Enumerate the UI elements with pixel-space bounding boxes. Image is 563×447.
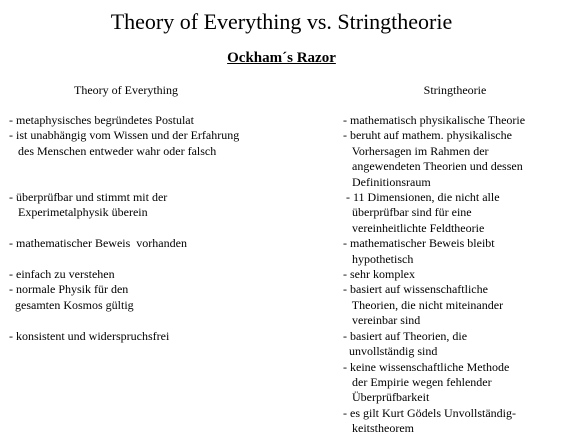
right-column-line: - 11 Dimensionen, die nicht alle (343, 190, 500, 205)
left-column-line: - normale Physik für den (9, 282, 129, 297)
left-column-line (9, 159, 309, 174)
right-column-line: - mathematischer Beweis bleibt (343, 236, 495, 251)
right-column-line: - basiert auf Theorien, die (343, 328, 468, 343)
right-column-heading: Stringtheorie (423, 83, 487, 97)
right-column-line: vereinbar sind (343, 313, 421, 328)
right-column-line: vereinheitlichte Feldtheorie (343, 220, 485, 235)
left-column-line: - mathematischer Beweis vorhanden (9, 236, 187, 251)
right-column-line: - es gilt Kurt Gödels Unvollständig- (343, 405, 516, 420)
left-column-line: - überprüfbar und stimmt mit der (9, 190, 168, 205)
left-column-line: des Menschen entweder wahr oder falsch (9, 143, 217, 158)
page-title: Theory of Everything vs. Stringtheorie (110, 9, 453, 34)
left-column-line: gesamten Kosmos gültig (9, 297, 134, 312)
right-column-line: - keine wissenschaftliche Methode (343, 359, 510, 374)
right-column-line: angewendeten Theorien und dessen (343, 159, 523, 174)
left-column-line: - einfach zu verstehen (9, 267, 115, 282)
right-column-line: unvollständig sind (343, 344, 438, 359)
right-column-line: überprüfbar sind für eine (343, 205, 472, 220)
right-column-line: - basiert auf wissenschaftliche (343, 282, 488, 297)
left-column-line (9, 313, 309, 328)
right-column-line: Vorhersagen im Rahmen der (343, 143, 489, 158)
left-column-line: - ist unabhängig vom Wissen und der Erfahrung (9, 128, 240, 143)
left-column-line: - metaphysisches begründetes Postulat (9, 113, 194, 127)
right-column-line: Überprüfbarkeit (343, 390, 430, 405)
left-column-line: Experimetalphysik überein (9, 205, 148, 220)
left-column-line (9, 252, 309, 267)
right-column-line: Definitionsraum (343, 174, 431, 189)
left-column-line (9, 221, 309, 236)
right-column-line: hypothetisch (343, 251, 414, 266)
right-column-line: - beruht auf mathem. physikalische (343, 128, 512, 143)
right-column-line: keitstheorem (343, 421, 414, 436)
left-column-line (9, 175, 309, 190)
left-column (9, 113, 309, 344)
left-column-heading: Theory of Everything (74, 83, 178, 97)
right-column-line: - mathematisch physikalische Theorie (343, 113, 526, 127)
left-column-line: - konsistent und widerspruchsfrei (9, 328, 170, 343)
right-column-line: Theorien, die nicht miteinander (343, 297, 504, 312)
right-column-line: - sehr komplex (343, 267, 415, 282)
right-column (343, 113, 561, 437)
right-column-line: der Empirie wegen fehlender (343, 374, 492, 389)
subtitle: Ockham´s Razor (227, 50, 336, 66)
